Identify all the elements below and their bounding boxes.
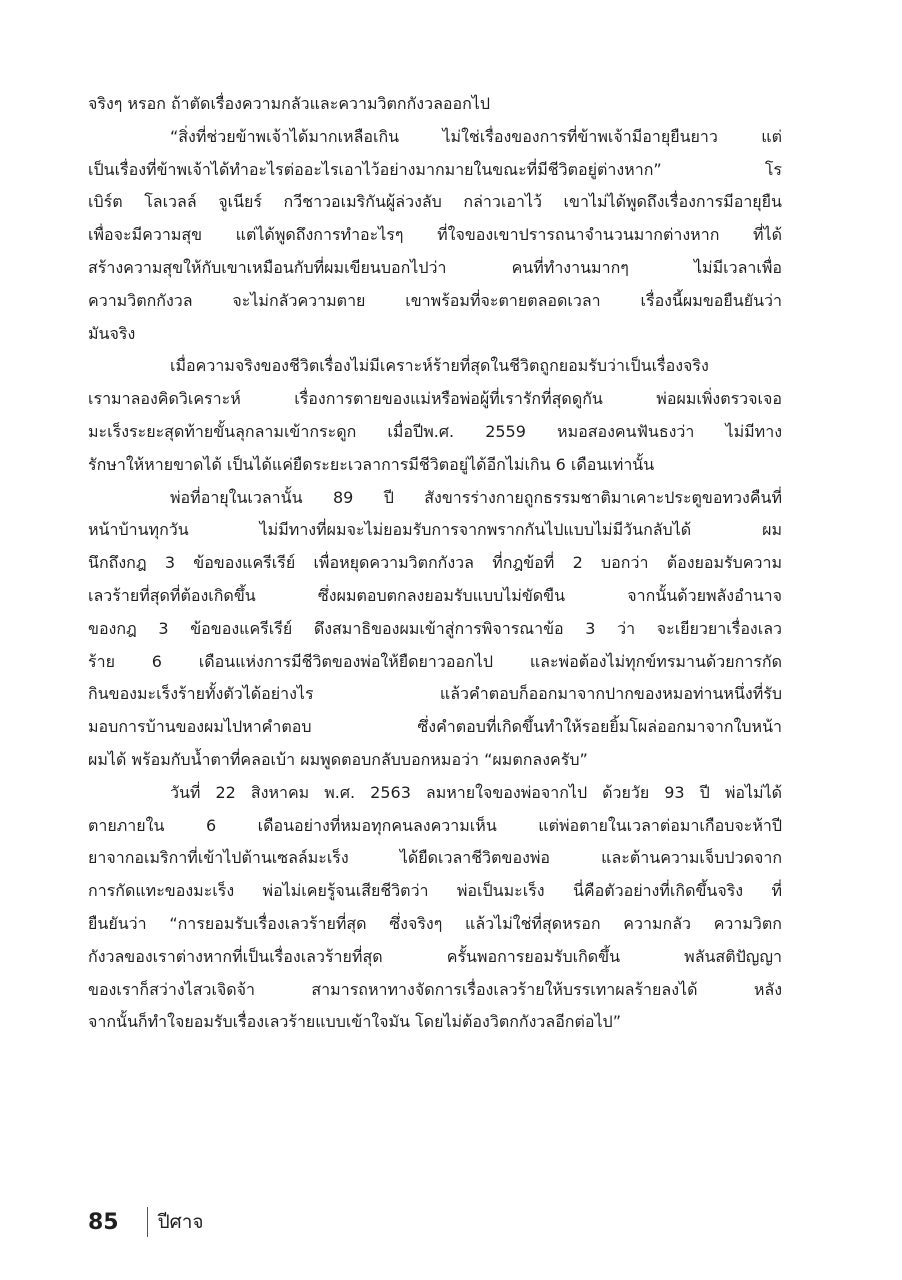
text-line: เรามาลองคิดวิเคราะห์ เรื่องการตายของแม่หรือพ่อผู้ที่เรารักที่สุดดูกัน พ่อผมเพิ่งตรวจเจอ (88, 389, 782, 409)
text-line: มอบการบ้านของผมไปหาคำตอบ ซึ่งคำตอบที่เกิดขึ้นทำให้รอยยิ้มโผล่ออกมาจากใบหน้า (88, 717, 782, 737)
text-line: ร้าย 6 เดือนแห่งการมีชีวิตของพ่อให้ยืดยาวออกไป และพ่อต้องไม่ทุกข์ทรมานด้วยการกัด (88, 651, 782, 671)
footer-divider (147, 1207, 148, 1237)
text-line: พ่อที่อายุในเวลานั้น 89 ปี สังขารร่างกายถูกธรรมชาติมาเคาะประตูขอทวงคืนที่ (170, 487, 782, 507)
text-line: จากนั้นก็ทำใจยอมรับเรื่องเลวร้ายแบบเข้าใจมัน โดยไม่ต้องวิตกกังวลอีกต่อไป” (88, 1012, 621, 1032)
text-line: กังวลของเราต่างหากที่เป็นเรื่องเลวร้ายที่สุด ครั้นพอการยอมรับเกิดขึ้น พลันสติปัญญา (88, 946, 782, 966)
text-line: ยืนยันว่า “การยอมรับเรื่องเลวร้ายที่สุด ซึ่งจริงๆ แล้วไม่ใช่ที่สุดหรอก ความกลัว ความวิตก (88, 913, 782, 933)
text-line: ความวิตกกังวล จะไม่กลัวความตาย เขาพร้อมที่จะตายตลอดเวลา เรื่องนี้ผมขอยืนยันว่า (88, 290, 782, 310)
text-line: เมื่อความจริงของชีวิตเรื่องไม่มีเคราะห์ร้ายที่สุดในชีวิตถูกยอมรับว่าเป็นเรื่องจริง (170, 356, 709, 376)
book-title: ปีศาจ (157, 1211, 204, 1233)
text-line: กินของมะเร็งร้ายทั้งตัวได้อย่างไร แล้วคำตอบก็ออกมาจากปากของหมอท่านหนึ่งที่รับ (88, 684, 782, 704)
text-line: รักษาให้หายขาดได้ เป็นได้แค่ยืดระยะเวลาการมีชีวิตอยู่ได้อีกไม่เกิน 6 เดือนเท่านั้น (88, 454, 655, 474)
text-line: เลวร้ายที่สุดที่ต้องเกิดขึ้น ซึ่งผมตอบตกลงยอมรับแบบไม่ขัดขืน จากนั้นด้วยพลังอำนาจ (88, 585, 782, 605)
body-text (88, 88, 782, 1039)
text-line: ผมได้ พร้อมกับน้ำตาที่คลอเบ้า ผมพูดตอบกลับบอกหมอว่า “ผมตกลงครับ” (88, 749, 588, 769)
page-footer (88, 1204, 204, 1240)
text-line: ตายภายใน 6 เดือนอย่างที่หมอทุกคนลงความเห็น แต่พ่อตายในเวลาต่อมาเกือบจะห้าปี (88, 815, 782, 835)
text-line: การกัดแทะของมะเร็ง พ่อไม่เคยรู้จนเสียชีวิตว่า พ่อเป็นมะเร็ง นี่คือตัวอย่างที่เกิดขึ้นจริง ที่ (88, 881, 782, 901)
text-line: จริงๆ หรอก ถ้าตัดเรื่องความกลัวและความวิตกกังวลออกไป (88, 94, 491, 113)
text-line: เพื่อจะมีความสุข แต่ได้พูดถึงการทำอะไรๆ ที่ใจของเขาปรารถนาจำนวนมากต่างหาก ที่ได้ (88, 225, 782, 245)
text-line: มันจริง (88, 323, 136, 343)
text-line: ยาจากอเมริกาที่เข้าไปต้านเซลล์มะเร็ง ได้ยืดเวลาชีวิตของพ่อ และต้านความเจ็บปวดจาก (88, 848, 782, 868)
text-line: ของกฎ 3 ข้อของแครีเรีย์ ดึงสมาธิของผมเข้าสู่การพิจารณาข้อ 3 ว่า จะเยียวยาเรื่องเลว (88, 618, 782, 638)
text-line: นึกถึงกฎ 3 ข้อของแครีเรีย์ เพื่อหยุดความวิตกกังวล ที่กฎข้อที่ 2 บอกว่า ต้องยอมรับความ (88, 553, 782, 573)
text-line: ของเราก็สว่างไสวเจิดจ้า สามารถหาทางจัดการเรื่องเลวร้ายให้บรรเทาผลร้ายลงได้ หลัง (88, 979, 782, 999)
text-line: “สิ่งที่ช่วยข้าพเจ้าได้มากเหลือเกิน ไม่ใช่เรื่องของการที่ข้าพเจ้ามีอายุยืนยาว แต่ (170, 126, 782, 146)
text-line: เป็นเรื่องที่ข้าพเจ้าได้ทำอะไรต่ออะไรเอาไว้อย่างมากมายในขณะที่มีชีวิตอยู่ต่างหาก” โร (88, 159, 782, 179)
text-line: สร้างความสุขให้กับเขาเหมือนกับที่ผมเขียนบอกไปว่า คนที่ทำงานมากๆ ไม่มีเวลาเพื่อ (88, 257, 782, 277)
text-line: หน้าบ้านทุกวัน ไม่มีทางที่ผมจะไม่ยอมรับการจากพรากกันไปแบบไม่มีวันกลับได้ ผม (88, 520, 782, 540)
page-number: 85 (88, 1209, 119, 1235)
text-line: วันที่ 22 สิงหาคม พ.ศ. 2563 ลมหายใจของพ่อจากไป ด้วยวัย 93 ปี พ่อไม่ได้ (170, 782, 782, 802)
text-line: มะเร็งระยะสุดท้ายขั้นลุกลามเข้ากระดูก เมื่อปีพ.ศ. 2559 หมอสองคนฟันธงว่า ไม่มีทาง (88, 421, 782, 441)
text-line: เบิร์ต โลเวลล์ จูเนียร์ กวีชาวอเมริกันผู้ล่วงลับ กล่าวเอาไว้ เขาไม่ได้พูดถึงเรื่องการมีอายุยืน (88, 192, 782, 212)
